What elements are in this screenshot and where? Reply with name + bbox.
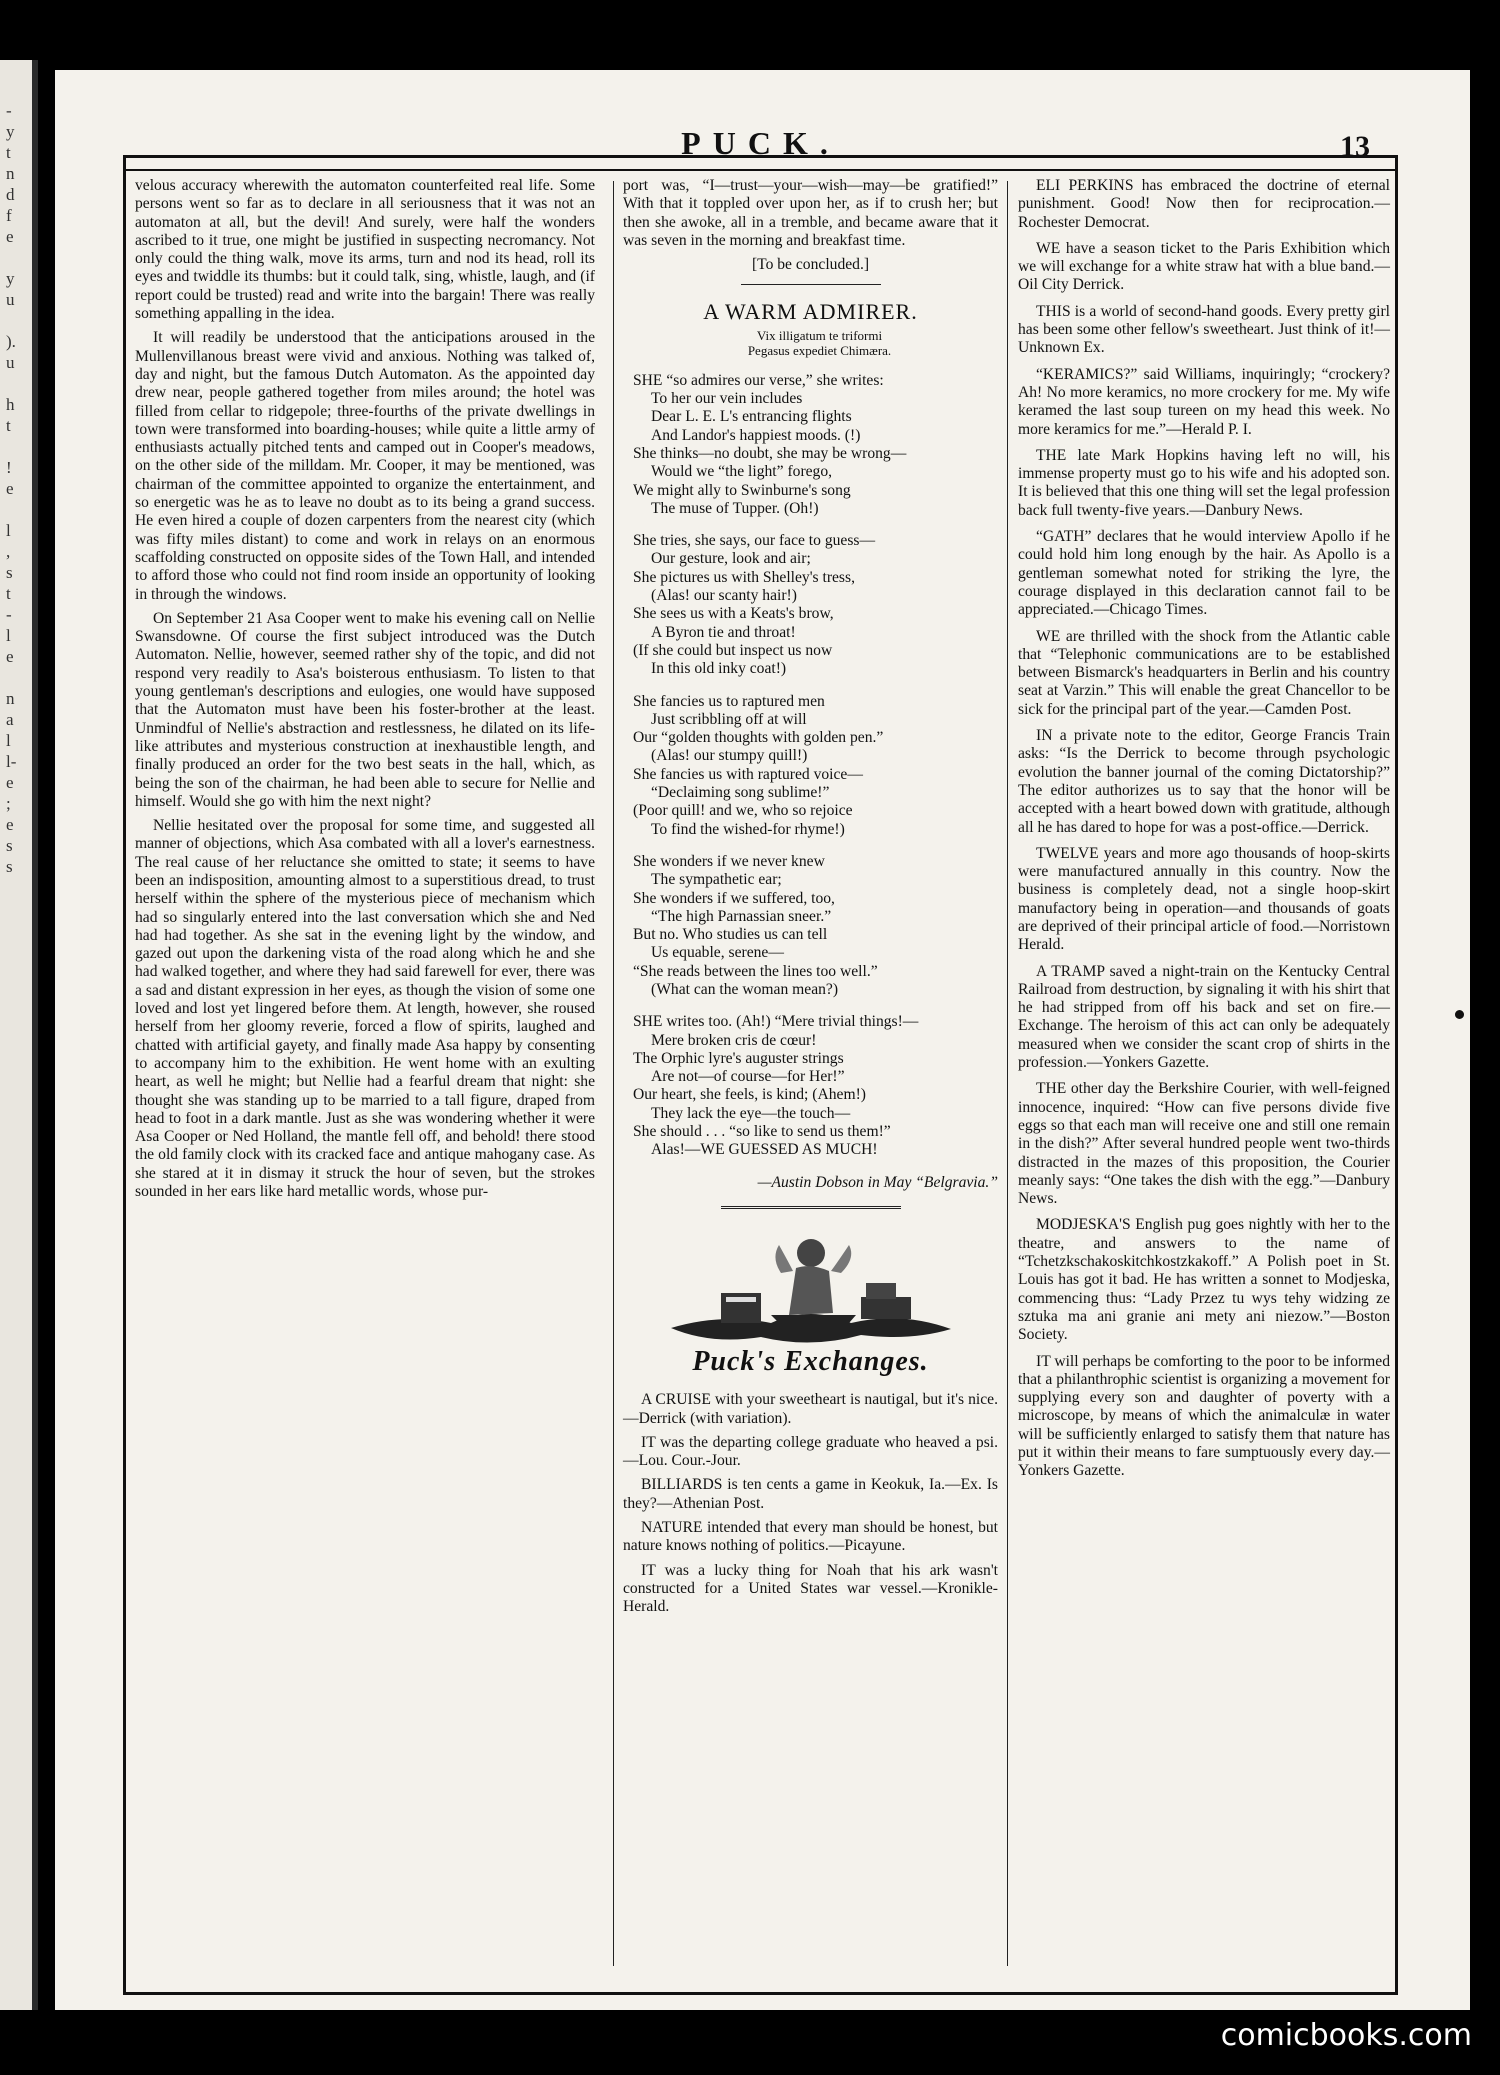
poem-signature: —Austin Dobson in May “Belgravia.” [757,1173,998,1191]
exchange-item: IT was the departing college graduate who heaved a psi.—Lou. Cour.-Jour. [623,1433,998,1470]
poem-line: They lack the eye—the touch— [651,1104,851,1122]
poem-line: “The high Parnassian sneer.” [651,907,832,925]
poem-line: She fancies us to raptured men [633,692,825,710]
poem-stanza [633,693,998,839]
exchange-item: THIS is a world of second-hand goods. Every pretty girl has been some other fellow's sweetheart. Just think of it!—Unknown Ex. [1018,302,1390,357]
poem-line: She thinks—no doubt, she may be wrong— [633,444,907,462]
poem-line: In this old inky coat!) [651,660,787,678]
poem-line: She wonders if we suffered, too, [633,889,835,907]
page-content [123,125,1398,1995]
exchange-item: “GATH” declares that he would interview Apollo if he could hold him long enough by the hair. As Apollo is a gentleman somewhat noted for striking the lyre, the courage displayed in this declaration cannot fail to be appreciated.—Chicago Times. [1018,528,1390,619]
story-paragraph: It will readily be understood that the anticipations aroused in the Mullenvillanous breast were vivid and anxious. Nothing was talked of, day and night, but the famous Dutch Automaton. As the appointed day drew near, people gathered together from miles around; the hotel was filled from cellar to ridgepole; three-fourths of the private dwellings in town were transformed into boarding-houses; while quite a little army of enthusiasts actually pitched tents and camped out in Cooper's meadows, on the other side of the milldam. Mr. Cooper, it may be mentioned, was chairman of the committee appointed to organize the entertainment, and so energetic was he as to leave no doubt as to its being a grand success. He even hired a couple of dozen carpenters from the nearest city (which was fifty miles distant) to come and work in relays on an enormous scaffolding constructed on opposite sides of the Town Hall, and intended to afford those who could not find room inside an opportunity of looking in through the windows. [135,329,595,603]
column-rule-2 [1007,181,1008,1966]
poem-line: She wonders if we never knew [633,852,825,870]
header-rule [123,169,1398,171]
exchange-item: IN a private note to the editor, George Francis Train asks: “Is the Derrick to become through psychologic evolution the banner journal of the coming Dictatorship?” The editor authorizes us to say that the honor will be accepted with a heart bowed down with gratitude, although all he has dared to hope for was a post-office.—Derrick. [1018,727,1390,836]
poem-motto-line: Pegasus expediet Chimæra. [747,342,892,358]
poem-line: And Landor's happiest moods. (!) [651,426,861,444]
cherub-books-illustration [661,1223,961,1353]
poem-line: (If she could but inspect us now [633,641,833,659]
poem-stanza [633,1013,998,1159]
exchange-item: THE other day the Berkshire Courier, with well-feigned innocence, inquired: “How can five persons divide five eggs so that each man will receive one and still one remain in the dish?” After several hundred people went two-thirds distracted in the mazes of this proposition, the Courier meanly says: “One takes the dish with the egg.”—Danbury News. [1018,1080,1390,1208]
poem-line: Our gesture, look and air; [651,550,811,568]
poem-line: (Poor quill! and we, who so rejoice [633,802,853,820]
story-paragraph: On September 21 Asa Cooper went to make his evening call on Nellie Swansdowne. Of course the first subject introduced was the Dutch Automaton. Nellie, however, seemed rather shy of the topic, and did not respond very readily to Asa's boisterous enthusiasm. To listen to that young gentleman's descriptions and eulogies, one would have supposed that the Automaton must have been his foster-brother at the least. Unmindful of Nellie's abstraction and restlessness, he dilated on its life-like attributes and mysterious construction at inexhaustible length, and finally produced an order for the two best seats in the hall, which, as being the son of the chairman, he had been able to secure for Nellie and himself. Would she go with him the next night? [135,609,595,810]
poem-line: Dear L. E. L's entrancing flights [651,408,852,426]
poem-line: Mere broken cris de cœur! [651,1031,817,1049]
poem-line: SHE “so admires our verse,” she writes: [633,371,884,389]
exchange-item: “KERAMICS?” said Williams, inquiringly; “crockery? Ah! No more keramics, no more crockery for me. My wife keramed the last soup tureen on my head this week. No more keramics for me.”—Herald P. I. [1018,365,1390,438]
poem-line: She sees us with a Keats's brow, [633,605,834,623]
poem-line: To her our vein includes [651,390,803,408]
divider-rule [741,284,881,285]
story-ending: port was, “I—trust—your—wish—may—be gratified!” With that it toppled over upon her, as if to crush her; but then she awoke, all in a tremble, and became aware that it was seven in the morning and breakfast time. [623,177,998,249]
poem-line: The Orphic lyre's auguster strings [633,1049,844,1067]
poem-line: “Declaiming song sublime!” [651,784,830,802]
exchange-item: WE are thrilled with the shock from the Atlantic cable that “Telephonic communications are to be established between Bismarck's headquarters in Berlin and his country seat at Varzin.” This will enable the great Chancellor to be sick for the principal part of the year.—Camden Post. [1018,627,1390,718]
column-rule-1 [613,181,614,1966]
previous-page-edge [0,60,38,2010]
story-paragraph: Nellie hesitated over the proposal for some time, and suggested all manner of objections, which Asa combated with all a lover's earnestness. The real cause of her reluctance she omitted to state; it seems to have been an indisposition, amounting almost to a superstitious dread, to trust herself within the sphere of the mysterious piece of mechanism which had so singularly entered into the last conversation which she and Ned had had together. As she sat in the evening light by the window, and gazed out upon the darkening vista of the road along which he and she had walked together, and where they had said farewell for ever, there was a sad and distant expression in her eyes, as though the vision of some one loved and lost yet lingered before them. At length, however, she roused herself from her gloomy reverie, forced a flow of spirits, laughed and chatted with artificial gayety, and finally made Asa happy by consenting to accompany him to the exhibition. He went home with an exulting heart, as well he might; but Nellie had a fearful dream that night: she thought she was standing up to be married to a tall figure, draped from head to foot in a dark mantle. Just as she was wondering whether it were Asa Cooper or Ned Holland, the mantle fell off, and behold! there stood the old family clock with its cracked face and antique mahogany case. As she stared at it in dismay it struck the hour of seven, but the strokes sounded in her ears like hard metallic words, whose pur- [135,817,595,1201]
poem-stanza [633,532,998,678]
margin-fragments: - y t n d f e y u ). u h t ! e l , s t - l e n a l l- e ; e s s [6,101,17,876]
exchange-item: TWELVE years and more ago thousands of hoop-skirts were manufactured annually in this country. Now the business is completely dead, not a single hoop-skirt manufactory being in operation—and thousands of goats are deprived of their principal article of food.—Norristown Herald. [1018,844,1390,954]
column-2 [623,177,998,1623]
exchange-item: WE have a season ticket to the Paris Exhibition which we will exchange for a white straw hat with a blue band.—Oil City Derrick. [1018,239,1390,294]
column-3 [1018,177,1390,1489]
poem-line: The sympathetic ear; [651,871,782,889]
poem-line: Our heart, she feels, is kind; (Ahem!) [633,1086,866,1104]
exchange-item: NATURE intended that every man should be honest, but nature knows nothing of politics.—Picayune. [623,1519,998,1555]
margin-spot [1455,1010,1464,1019]
exchange-item: IT will perhaps be comforting to the poor to be informed that a philanthrophic scientist is organizing a movement for supplying every son and daughter of poverty with a microscope, by means of which the animalculæ in water will be sufficiently enlarged to satisfy them that nature has put it within their means to fare sumptuously every day.—Yonkers Gazette. [1018,1352,1390,1480]
divider-double-rule [721,1206,901,1209]
exchange-item: A TRAMP saved a night-train on the Kentucky Central Railroad from destruction, by signaling it with his shirt that he had stripped from off his back and set on fire.—Exchange. The heroism of this act can only be adequately measured when we consider the scant crop of shirts in the profession.—Yonkers Gazette. [1018,962,1390,1072]
page-number: 13 [1340,130,1370,163]
masthead-title: PUCK. [681,125,840,161]
watermark: comicbooks.com [1220,2018,1472,2053]
exchange-item: IT was a lucky thing for Noah that his ark wasn't constructed for a United States war vessel.—Kronikle-Herald. [623,1561,998,1616]
binding-gutter [32,60,38,2010]
poem-line: She should . . . “so like to send us them!” [633,1123,891,1141]
poem-line: (Alas! our stumpy quill!) [651,747,808,765]
poem-line: (What can the woman mean?) [651,980,839,998]
poem-line: Are not—of course—for Her!” [651,1068,845,1086]
poem-line: Just scribbling off at will [651,710,807,728]
poem-line: Alas!—WE GUESSED AS MUCH! [651,1141,878,1159]
poem-line: Our “golden thoughts with golden pen.” [633,729,884,747]
poem-line: (Alas! our scanty hair!) [651,587,797,605]
poem-line: She tries, she says, our face to guess— [633,532,876,550]
exchange-item: ELI PERKINS has embraced the doctrine of eternal punishment. Good! Now then for reciprocation.—Rochester Democrat. [1018,177,1390,231]
column-1 [135,177,595,1207]
poem-stanza [633,372,998,518]
exchange-item: BILLIARDS is ten cents a game in Keokuk, Ia.—Ex. Is they?—Athenian Post. [623,1476,998,1512]
poem-motto-line: Vix illigatum te triformi [756,327,883,343]
poem-line: To find the wished-for rhyme!) [651,820,845,838]
story-paragraph: velous accuracy wherewith the automaton counterfeited real life. Some persons went so far as to declare in all seriousness that it was not an automaton at all, but the devil! And surely, were half the wonders ascribed to it true, one might be justified in suspecting necromancy. Not only could the thing walk, move its arms, turn and nod its head, roll its eyes and twiddle its thumbs: but it could talk, sing, whistle, laugh, and (if report could be trusted) read and write into the bargain! There was really something appalling in the idea. [135,177,595,323]
poem-line: A Byron tie and throat! [651,623,796,641]
poem-line: Would we “the light” forego, [651,463,833,481]
poem-line: We might ally to Swinburne's song [633,481,851,499]
to-be-concluded: [To be concluded.] [751,256,870,274]
poem-line: She fancies us with raptured voice— [633,765,863,783]
exchange-item: THE late Mark Hopkins having left no will, his immense property must go to his wife and his adopted son. It is believed that this one thing will set the legal profession back full twenty-five years.—Danbury News. [1018,446,1391,519]
poem-title: A WARM ADMIRER. [703,299,918,325]
exchanges-heading: Puck's Exchanges. [692,1345,929,1377]
poem-line: Us equable, serene— [651,944,784,962]
exchange-item: A CRUISE with your sweetheart is nautigal, but it's nice.—Derrick (with variation). [623,1391,998,1427]
poem-line: SHE writes too. (Ah!) “Mere trivial things!— [633,1013,919,1031]
poem-line: “She reads between the lines too well.” [633,962,878,980]
poem-stanza [633,853,998,999]
poem-line: The muse of Tupper. (Oh!) [651,499,819,517]
poem-line: But no. Who studies us can tell [633,926,828,944]
poem-line: She pictures us with Shelley's tress, [633,568,855,586]
exchange-item: MODJESKA'S English pug goes nightly with her to the theatre, and answers to the name of “Tchetzkschakoskitchkostzkakoff.” A Polish poet in St. Louis has got it bad. He has written a sonnet to Modjeska, commencing thus: “Lady Przez tu wys tehy widzing ze sztuka ma ani granie ani mety ani niezow.”—Boston Society. [1018,1216,1390,1344]
